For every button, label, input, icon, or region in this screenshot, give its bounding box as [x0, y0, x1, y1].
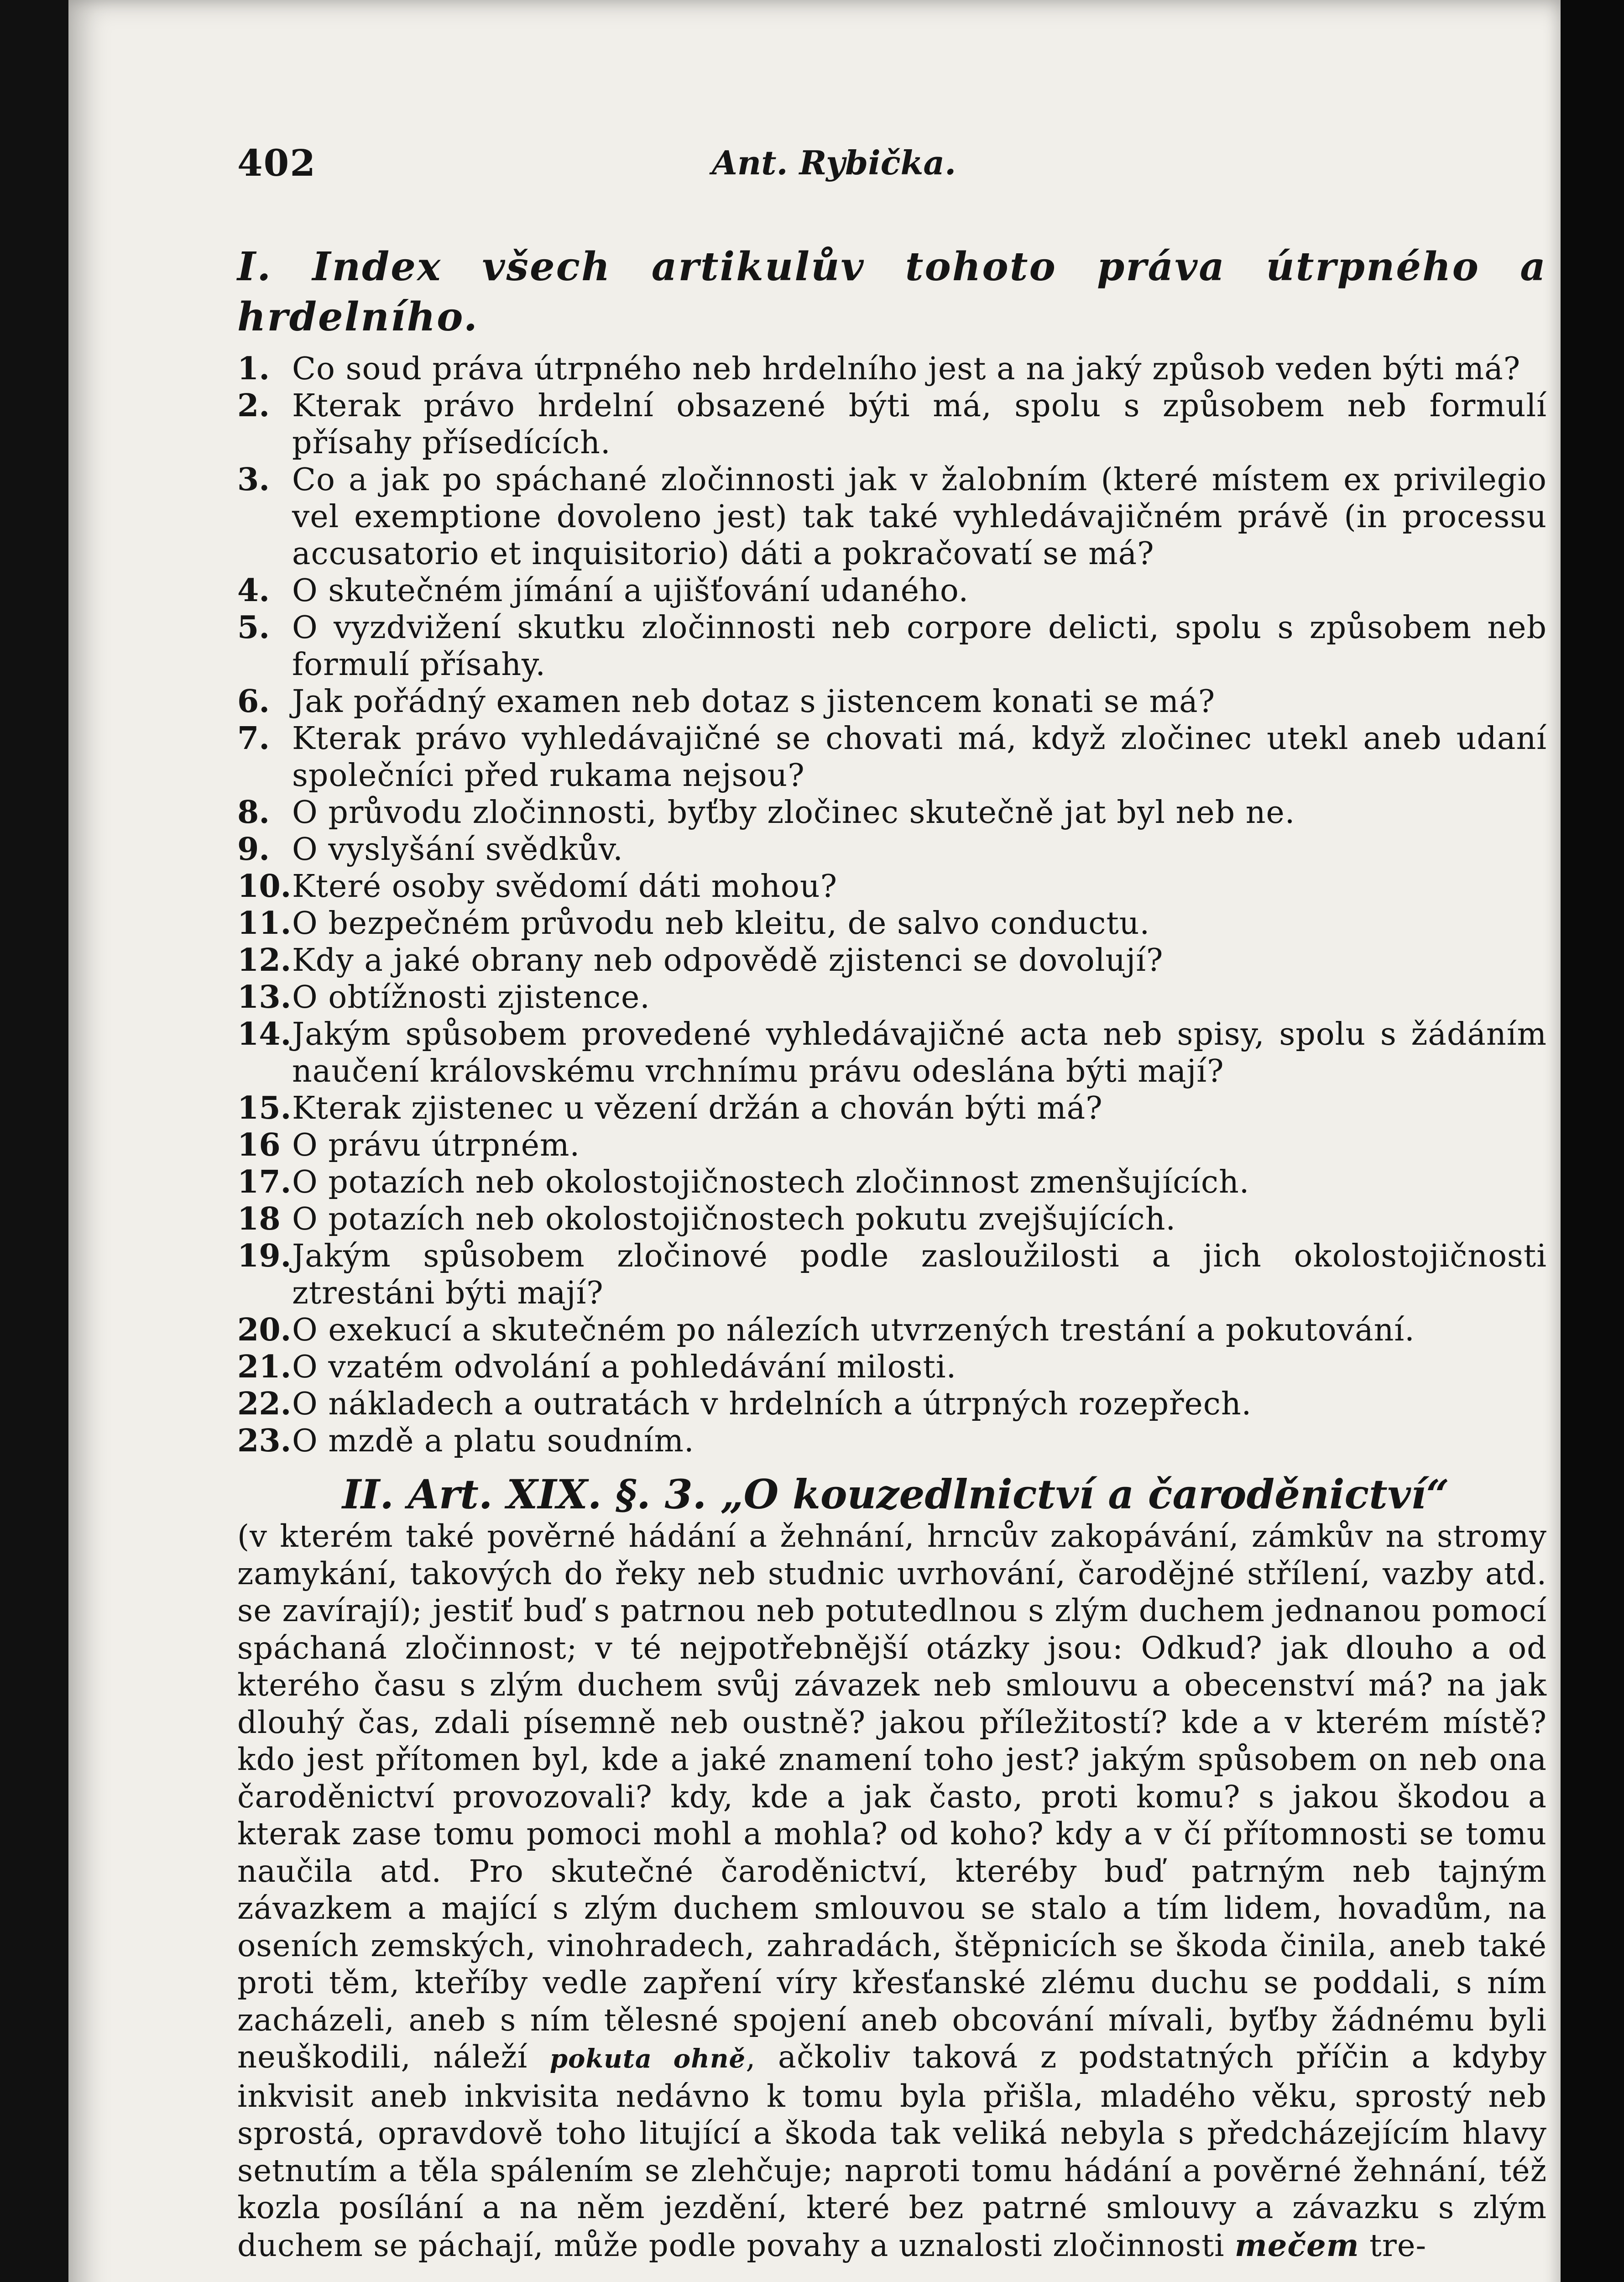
index-item-text: Kterak právo vyhledávajičné se chovati má, když zločinec utekl aneb udaní společníci před rukama nejsou? — [292, 721, 1547, 794]
index-item-text: Jakým spůsobem zločinové podle zasloužilosti a jich okolostojičnosti ztrestáni býti mají? — [292, 1238, 1547, 1311]
penalty-sword: mečem — [1234, 2227, 1359, 2263]
index-item — [237, 942, 1547, 979]
article-text-part1: (v kterém také pověrné hádání a žehnání, hrncův zakopávání, zámkův na stromy zamykání, takových do řeky neb studnic uvrhování, čarodějné střílení, vazby atd. se zavírají); jestiť buď s patrnou neb potutedlnou s zlým duchem jednanou pomocí spáchaná zločinnost; v té nejpotřebnější otázky jsou: Odkud? jak dlouho a od kterého času s zlým duchem svůj závazek neb smlouvu a obecenství má? na jak dlouhý čas, zdali písemně neb oustně? jakou příležitostí? kde a v kterém místě? kdo jest přítomen byl, kde a jaké znamení toho jest? jakým spůsobem on neb ona čaroděnictví provozovali? kdy, kde a jak často, proti komu? s jakou škodou a kterak zase tomu pomoci mohl a mohla? od koho? kdy a v čí přítomnosti se tomu naučila atd. Pro skutečné čaroděnictví, kteréby buď patrným neb tajným závazkem a mající s zlým duchem smlouvou se stalo a tím lidem, hovadům, na oseních zemských, vinohradech, zahradách, štěpnicích se škoda činila, aneb také proti těm, kteříby vedle zapření víry křesťanské zlému duchu se poddali, s ním zacházeli, aneb s ním tělesné spojení aneb obcování mívali, byťby žádnému byli neuškodili, náleží — [237, 1518, 1547, 2075]
index-item-text: O obtížnosti zjistence. — [292, 979, 650, 1015]
index-item-text: O průvodu zločinnosti, byťby zločinec skutečně jat byl neb ne. — [292, 795, 1295, 831]
index-item — [237, 609, 1547, 683]
index-item — [237, 794, 1547, 831]
index-item — [237, 979, 1547, 1016]
index-item-number: 2. — [237, 387, 270, 424]
article-body — [237, 1518, 1547, 2264]
index-list — [237, 351, 1547, 1460]
index-item-text: Jakým spůsobem provedené vyhledávajičné acta neb spisy, spolu s žádáním naučení královskému vrchnímu právu odeslána býti mají? — [292, 1016, 1547, 1089]
index-item-text: O vyslyšání svědkův. — [292, 832, 623, 868]
penalty-fire: pokuta ohně — [549, 2044, 746, 2074]
index-item-number: 4. — [237, 572, 270, 609]
index-item-number: 22. — [237, 1386, 292, 1422]
index-item-text: O exekucí a skutečném po nálezích utvrzených trestání a pokutování. — [292, 1312, 1415, 1348]
index-item — [237, 1423, 1547, 1460]
index-item — [237, 461, 1547, 572]
index-item-number: 9. — [237, 831, 270, 868]
index-item — [237, 1090, 1547, 1127]
index-title: I. Index všech artikulův tohoto práva útrpného a hrdelního. — [237, 244, 1547, 340]
index-item-number: 10. — [237, 868, 292, 905]
book-page — [68, 0, 1561, 2282]
page-content — [237, 141, 1547, 2282]
index-item-text: O skutečném jímání a ujišťování udaného. — [292, 573, 969, 609]
index-item — [237, 1238, 1547, 1312]
index-item-number: 19. — [237, 1238, 292, 1274]
index-item-text: Co a jak po spáchané zločinnosti jak v žalobním (které místem ex privilegio vel exemptione dovoleno jest) tak také vyhledávajičném právě (in processu accusatorio et inquisitorio) dáti a pokračovatí se má? — [292, 462, 1547, 572]
index-item-number: 5. — [237, 609, 270, 646]
index-item — [237, 1386, 1547, 1423]
index-item-text: O mzdě a platu soudním. — [292, 1423, 695, 1459]
index-item-number: 15. — [237, 1090, 292, 1126]
index-item-number: 13. — [237, 979, 292, 1015]
index-item — [237, 387, 1547, 461]
index-item-number: 6. — [237, 683, 270, 720]
index-item-number: 11. — [237, 905, 292, 942]
index-item-text: O bezpečném průvodu neb kleitu, de salvo conductu. — [292, 905, 1150, 942]
index-item-number: 23. — [237, 1423, 292, 1459]
index-item-text: O nákladech a outratách v hrdelních a útrpných rozepřech. — [292, 1386, 1252, 1422]
index-item — [237, 683, 1547, 720]
index-item — [237, 1312, 1547, 1349]
index-item — [237, 868, 1547, 905]
index-item-number: 18 — [237, 1201, 281, 1237]
index-item-text: O právu útrpném. — [292, 1127, 580, 1163]
index-item — [237, 831, 1547, 868]
index-item-number: 14. — [237, 1016, 292, 1052]
index-item — [237, 572, 1547, 609]
index-item-number: 20. — [237, 1312, 292, 1348]
index-item-text: Které osoby svědomí dáti mohou? — [292, 869, 838, 905]
running-head — [237, 141, 1547, 196]
index-item — [237, 1016, 1547, 1090]
article-heading: II. Art. XIX. §. 3. „O kouzedlnictví a čaroděnictví“ — [342, 1471, 1449, 1518]
index-item-text: O potazích neb okolostojičnostech pokutu zvejšujících. — [292, 1201, 1176, 1237]
index-item — [237, 1349, 1547, 1386]
index-item — [237, 1201, 1547, 1238]
index-item-text: Co soud práva útrpného neb hrdelního jest a na jaký způsob veden býti má? — [292, 351, 1521, 387]
index-item-text: Kterak právo hrdelní obsazené býti má, spolu s způsobem neb formulí přísahy přísedících. — [292, 388, 1547, 461]
index-item — [237, 1164, 1547, 1201]
index-item-text: O vzatém odvolání a pohledávání milosti. — [292, 1349, 957, 1385]
index-item-number: 3. — [237, 461, 270, 498]
index-item — [237, 1127, 1547, 1164]
index-item — [237, 720, 1547, 794]
index-item-number: 21. — [237, 1349, 292, 1385]
index-item-number: 7. — [237, 720, 270, 757]
running-head-author: Ant. Rybička. — [712, 143, 956, 182]
index-item-number: 8. — [237, 794, 270, 831]
article-text-part3: tre- — [1359, 2227, 1427, 2263]
page-number: 402 — [237, 141, 316, 184]
index-item-number: 17. — [237, 1164, 292, 1200]
index-item-text: O vyzdvižení skutku zločinnosti neb corpore delicti, spolu s způsobem neb formulí přísahy. — [292, 610, 1547, 683]
index-item-text: Jak pořádný examen neb dotaz s jistencem konati se má? — [292, 684, 1216, 720]
scan-border-left — [0, 0, 68, 2282]
scan-border-right — [1561, 0, 1624, 2282]
index-item-number: 1. — [237, 351, 270, 387]
index-item-text: Kdy a jaké obrany neb odpovědě zjistenci se dovolují? — [292, 942, 1164, 979]
article-text-part2: , ačkoliv taková z podstatných příčin a kdyby inkvisit aneb inkvisita nedávno k tomu byla přišla, mladého věku, sprostý neb sprostá, opravdově toho litující a škoda tak veliká nebyla s předcházejícím hlavy setnutím a těla spálením se zlehčuje; naproti tomu hádání a pověrné žehnání, též kozla posílání a na něm jezdění, které bez patrné smlouvy a závazku s zlým duchem se páchají, může podle povahy a uznalosti zločinnosti — [237, 2039, 1547, 2263]
index-item-text: O potazích neb okolostojičnostech zločinnost zmenšujících. — [292, 1164, 1250, 1200]
index-item — [237, 351, 1547, 387]
index-item-text: Kterak zjistenec u vězení držán a chován býti má? — [292, 1090, 1103, 1126]
index-item-number: 16 — [237, 1127, 281, 1163]
index-item-number: 12. — [237, 942, 292, 979]
index-item — [237, 905, 1547, 942]
